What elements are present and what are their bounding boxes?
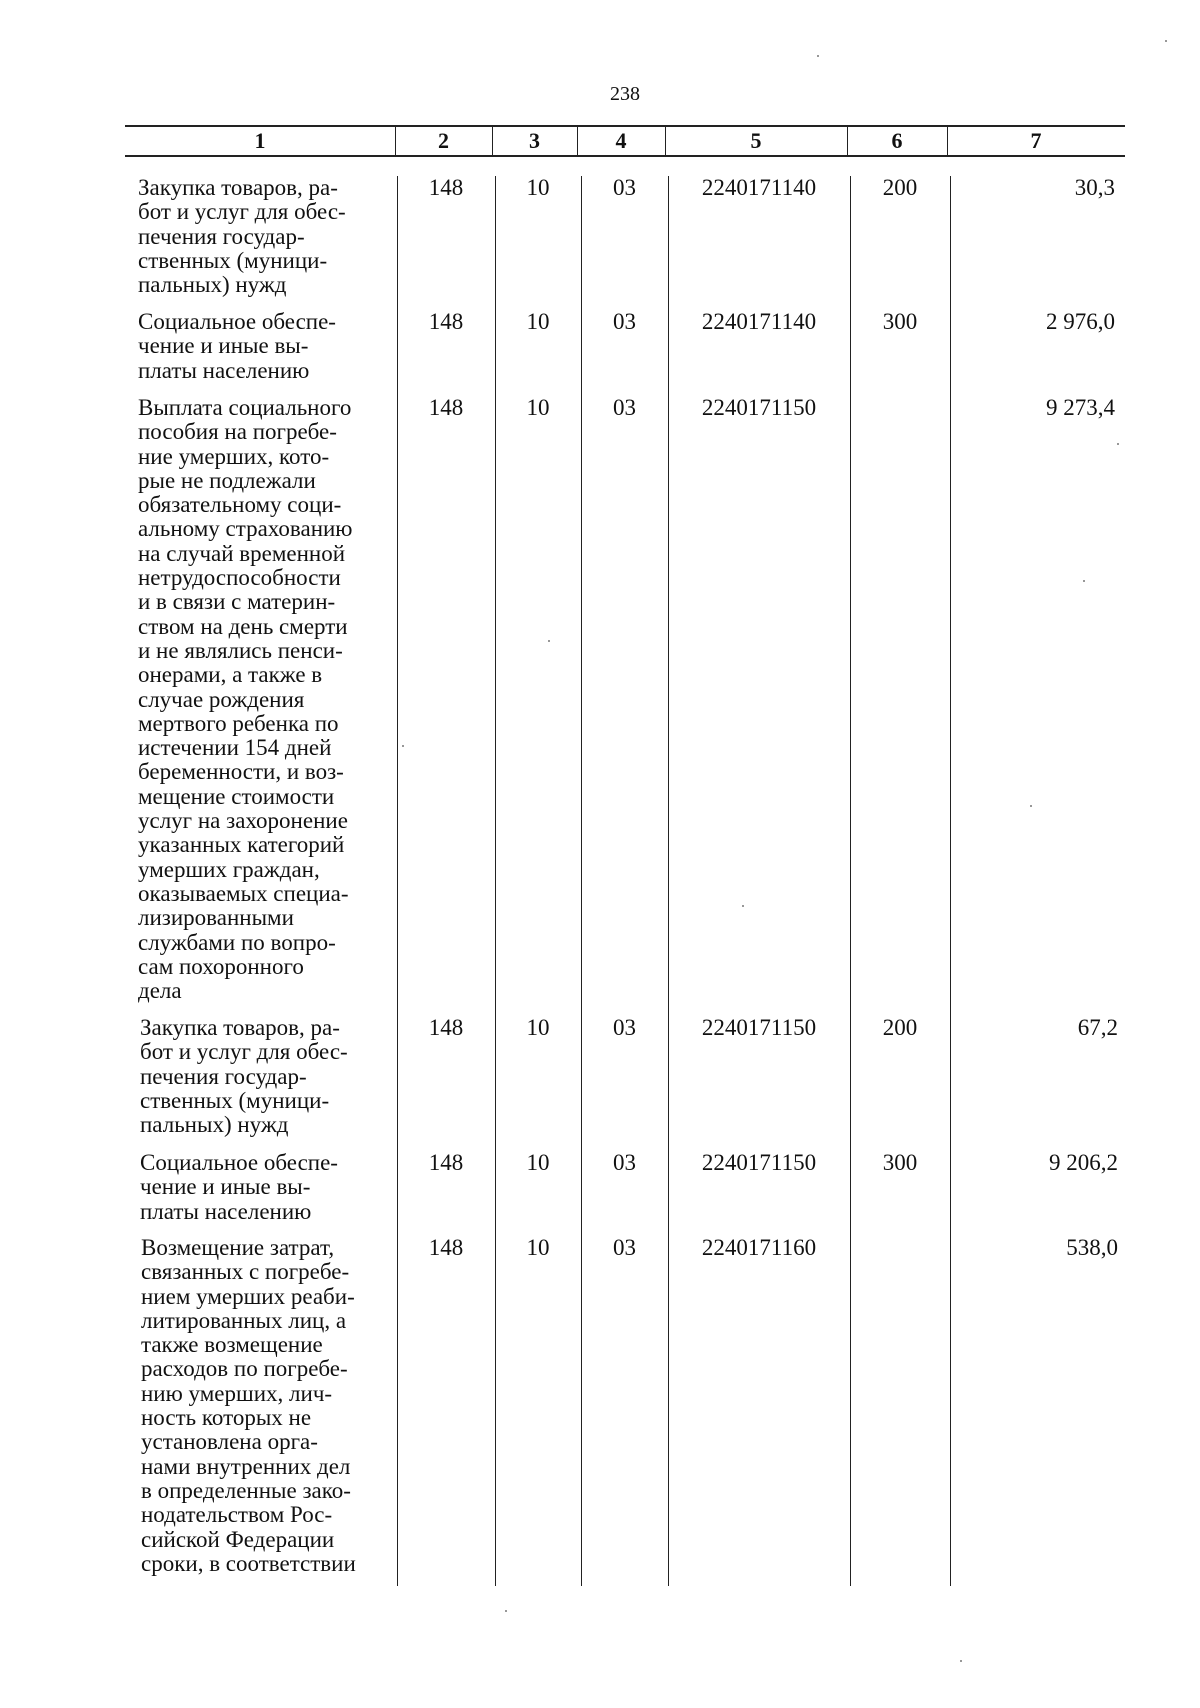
- scan-speck: [402, 745, 404, 747]
- row-col-4: 03: [613, 175, 636, 200]
- row-name: Социальное обеспе- чение и иные вы- платы населению: [140, 1150, 338, 1224]
- header-col-2: 2: [438, 128, 449, 153]
- row-col-4: 03: [613, 395, 636, 420]
- header-col-5: 5: [750, 128, 762, 153]
- page-number: 238: [610, 83, 640, 105]
- row-col-3: 10: [526, 1235, 550, 1260]
- row-col-2: 148: [428, 1235, 464, 1260]
- scan-speck: [505, 1610, 507, 1612]
- row-col-5: 2240171150: [701, 1015, 817, 1040]
- header-col-4: 4: [615, 128, 627, 153]
- row-col-3: 10: [526, 395, 550, 420]
- header-col-1: 1: [254, 128, 266, 153]
- row-name: Социальное обеспе- чение и иные вы- платы населению: [138, 309, 336, 383]
- row-col-7: 538,0: [1066, 1235, 1118, 1260]
- row-col-6: 200: [882, 175, 918, 200]
- column-divider: [950, 176, 951, 1586]
- row-col-5: 2240171150: [701, 1150, 817, 1175]
- scan-speck: [548, 640, 550, 642]
- row-col-7: 9 206,2: [1049, 1150, 1118, 1175]
- row-col-5: 2240171140: [701, 309, 817, 334]
- scan-speck: [1117, 443, 1119, 445]
- column-divider: [492, 125, 493, 157]
- scan-speck: [742, 905, 744, 907]
- row-col-7: 67,2: [1077, 1015, 1118, 1040]
- row-col-2: 148: [428, 1015, 464, 1040]
- row-col-6: 300: [882, 1150, 918, 1175]
- row-col-5: 2240171140: [701, 175, 817, 200]
- scan-speck: [817, 55, 819, 57]
- column-divider: [581, 176, 582, 1586]
- row-col-4: 03: [613, 1150, 636, 1175]
- row-col-4: 03: [613, 1015, 636, 1040]
- row-col-2: 148: [428, 1150, 464, 1175]
- scan-speck: [960, 1660, 962, 1662]
- row-col-2: 148: [428, 309, 464, 334]
- row-name: Выплата социального пособия на погребе- ние умерших, кото- рые не подлежали обязательному соци- альному страхованию на случай временной нетрудоспособности и в связи с материн- ством на день смерти и не являлись пенси- онерами, а также в случае рождения мертвого ребенка по истечении 154 дней беременности, и воз- мещение стоимости услуг на захоронение указанных категорий умерших граждан, оказываемых специа- лизированными службами по вопро- сам похоронного дела: [138, 395, 353, 1004]
- row-col-6: 200: [882, 1015, 918, 1040]
- row-col-6: 300: [882, 309, 918, 334]
- row-col-7: 9 273,4: [1046, 395, 1115, 420]
- table-header: [125, 125, 1125, 157]
- scan-speck: [1083, 580, 1085, 582]
- row-name: Закупка товаров, ра- бот и услуг для обес- печения государ- ственных (муници- пальных) нужд: [138, 175, 346, 298]
- column-divider: [850, 176, 851, 1586]
- scan-speck: [1030, 805, 1032, 807]
- scan-speck: [1165, 40, 1167, 42]
- column-divider: [397, 176, 398, 1586]
- column-divider: [847, 125, 848, 157]
- row-col-7: 2 976,0: [1046, 309, 1115, 334]
- column-divider: [665, 125, 666, 157]
- row-col-7: 30,3: [1074, 175, 1115, 200]
- row-col-3: 10: [526, 1150, 550, 1175]
- column-divider: [668, 176, 669, 1586]
- column-divider: [495, 176, 496, 1586]
- header-col-3: 3: [529, 128, 540, 153]
- row-col-4: 03: [613, 309, 636, 334]
- row-col-2: 148: [428, 395, 464, 420]
- column-divider: [395, 125, 396, 157]
- row-col-5: 2240171150: [701, 395, 817, 420]
- header-col-7: 7: [1030, 128, 1042, 153]
- row-name: Возмещение затрат, связанных с погребе- нием умерших реаби- литированных лиц, а также возмещение расходов по погребе- нию умерших, лич- ность которых не установлена орга- нами внутренних дел в определенные зако- нодательством Рос- сийской Федерации сроки, в соответствии: [141, 1235, 356, 1576]
- row-col-5: 2240171160: [701, 1235, 817, 1260]
- header-col-6: 6: [891, 128, 903, 153]
- column-divider: [577, 125, 578, 157]
- row-col-3: 10: [526, 175, 550, 200]
- row-col-2: 148: [428, 175, 464, 200]
- row-col-4: 03: [613, 1235, 636, 1260]
- row-col-3: 10: [526, 309, 550, 334]
- column-divider: [947, 125, 948, 157]
- row-col-3: 10: [526, 1015, 550, 1040]
- row-name: Закупка товаров, ра- бот и услуг для обес- печения государ- ственных (муници- пальных) нужд: [140, 1015, 348, 1138]
